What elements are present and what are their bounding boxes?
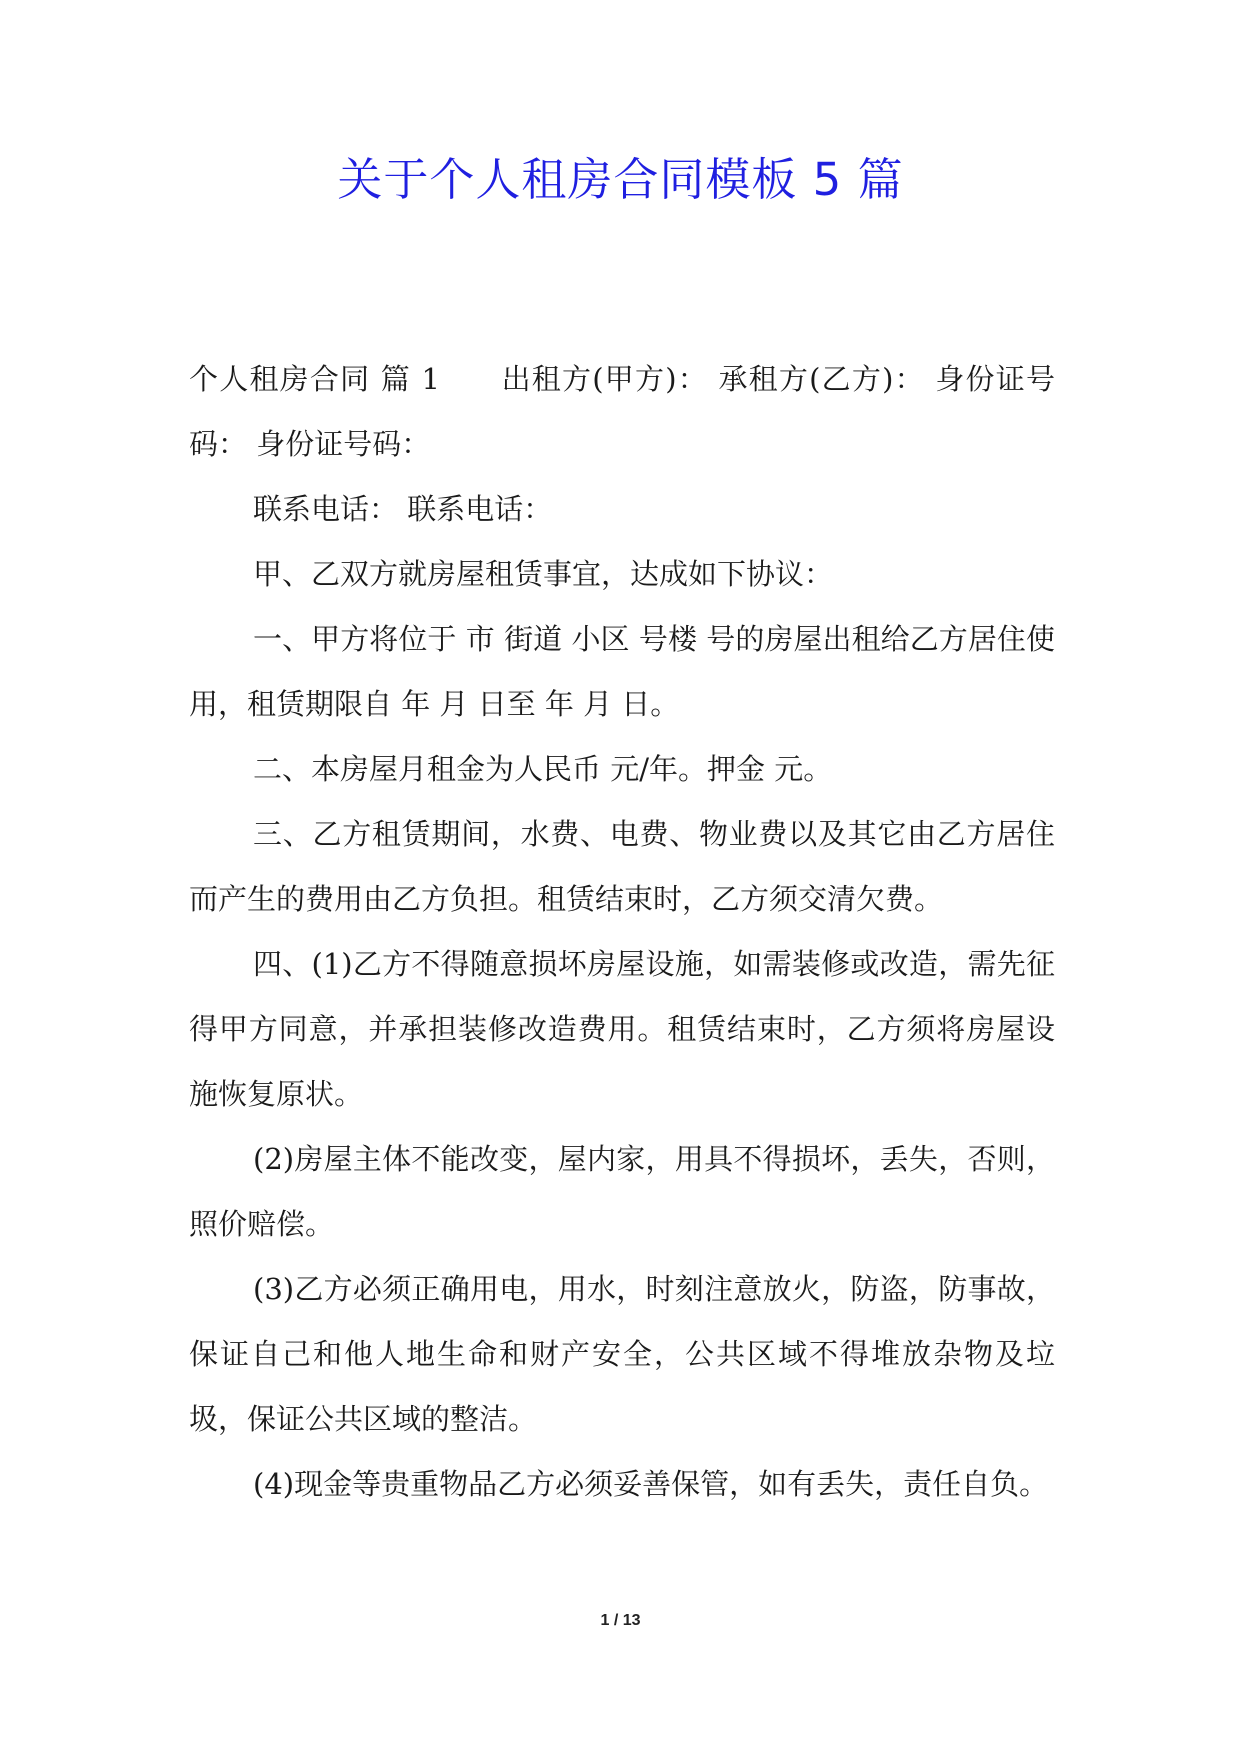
paragraph-clause-4-1: 四、(1)乙方不得随意损坏房屋设施，如需装修或改造，需先征得甲方同意，并承担装修改造费用。租赁结束时，乙方须将房屋设施恢复原状。 bbox=[189, 947, 1055, 1111]
paragraph-clause-4-2: (2)房屋主体不能改变，屋内家，用具不得损坏，丢失，否则，照价赔偿。 bbox=[189, 1142, 1055, 1241]
document-body bbox=[189, 347, 1055, 1517]
page-number: 1 / 13 bbox=[600, 1612, 641, 1629]
paragraph-agreement-intro: 甲、乙双方就房屋租赁事宜，达成如下协议： bbox=[253, 557, 834, 591]
paragraph-clause-4-4: (4)现金等贵重物品乙方必须妥善保管，如有丢失，责任自负。 bbox=[253, 1467, 1049, 1501]
paragraph-clause-2: 二、本房屋月租金为人民币 元/年。押金 元。 bbox=[253, 752, 833, 786]
paragraph-clause-4-3: (3)乙方必须正确用电，用水，时刻注意放火，防盗，防事故，保证自己和他人地生命和财产安全，公共区域不得堆放杂物及垃圾，保证公共区域的整洁。 bbox=[189, 1272, 1055, 1436]
paragraph-clause-1: 一、甲方将位于 市 街道 小区 号楼 号的房屋出租给乙方居住使用，租赁期限自 年 月 日至 年 月 日。 bbox=[189, 622, 1055, 721]
document-title: 关于个人租房合同模板 5 篇 bbox=[337, 153, 904, 206]
paragraph-clause-3: 三、乙方租赁期间，水费、电费、物业费以及其它由乙方居住而产生的费用由乙方负担。租赁结束时，乙方须交清欠费。 bbox=[189, 817, 1055, 916]
paragraph-header-parties: 个人租房合同 篇 1 出租方(甲方)： 承租方(乙方)： 身份证号码： 身份证号码： bbox=[189, 362, 1055, 461]
paragraph-contact-phones: 联系电话： 联系电话： bbox=[253, 492, 553, 526]
